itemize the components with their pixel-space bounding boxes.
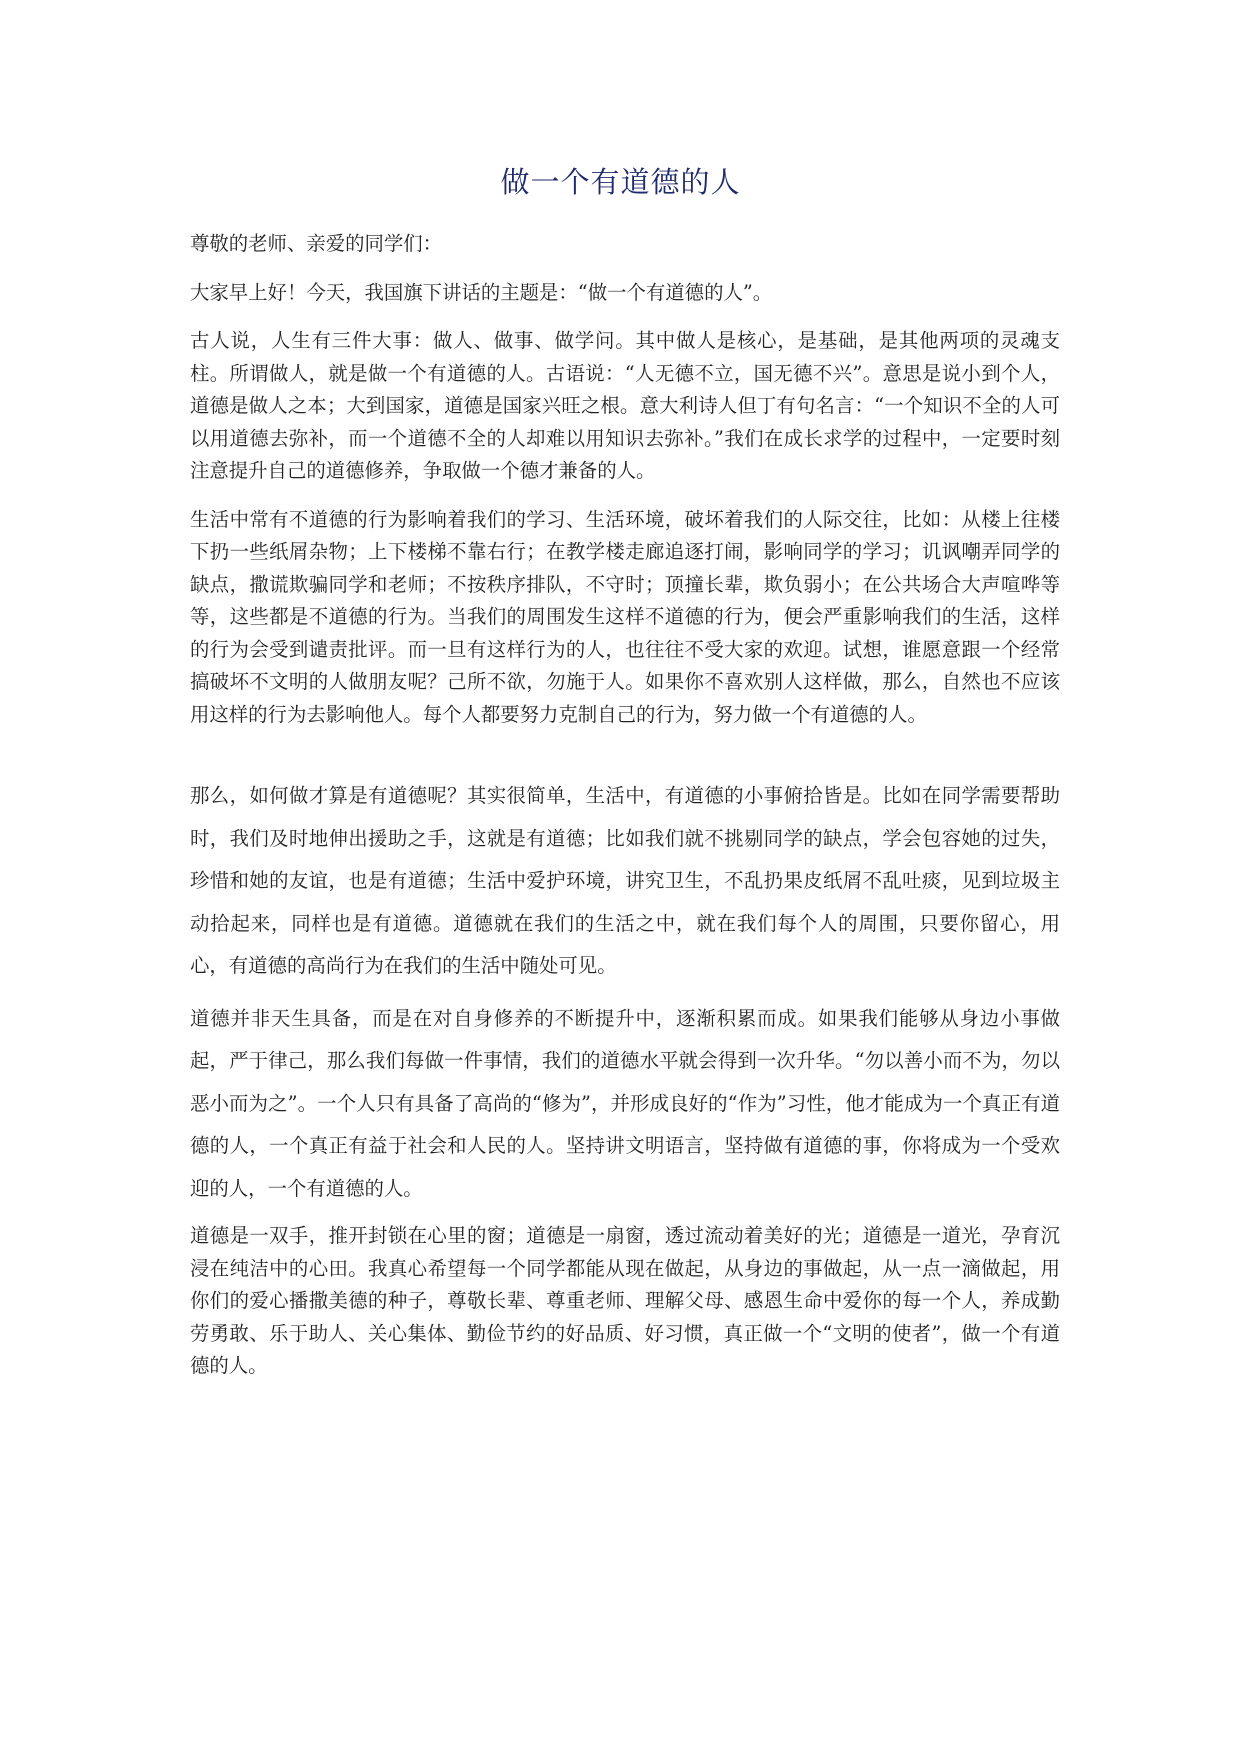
body-paragraph: 古人说，人生有三件大事：做人、做事、做学问。其中做人是核心，是基础，是其他两项的灵魂支柱。所谓做人，就是做一个有道德的人。古语说：“人无德不立，国无德不兴”。意思是说小到个人，道德是做人之本；大到国家，道德是国家兴旺之根。意大利诗人但丁有句名言：“一个知识不全的人可以用道德去弥补，而一个道德不全的人却难以用知识去弥补。”我们在成长求学的过程中，一定要时刻注意提升自己的道德修养，争取做一个德才兼备的人。 <box>190 329 1060 482</box>
closing-paragraph: 道德是一双手，推开封锁在心里的窗；道德是一扇窗，透过流动着美好的光；道德是一道光，孕育沉浸在纯洁中的心田。我真心希望每一个同学都能从现在做起，从身边的事做起，从一点一滴做起，用你们的爱心播撒美德的种子，尊敬长辈、尊重老师、理解父母、感恩生命中爱你的每一个人，养成勤劳勇敢、乐于助人、关心集体、勤俭节约的好品质、好习惯，真正做一个“文明的使者”，做一个有道德的人。 <box>190 1224 1060 1377</box>
body-paragraph: 生活中常有不道德的行为影响着我们的学习、生活环境，破坏着我们的人际交往，比如：从楼上往楼下扔一些纸屑杂物；上下楼梯不靠右行；在教学楼走廊追逐打闹，影响同学的学习；讥讽嘲弄同学的缺点，撒谎欺骗同学和老师；不按秩序排队，不守时；顶撞长辈，欺负弱小；在公共场合大声喧哗等等，这些都是不道德的行为。当我们的周围发生这样不道德的行为，便会严重影响我们的生活，这样的行为会受到谴责批评。而一旦有这样行为的人，也往往不受大家的欢迎。试想，谁愿意跟一个经常搞破坏不文明的人做朋友呢？己所不欲，勿施于人。如果你不喜欢别人这样做，那么，自然也不应该用这样的行为去影响他人。每个人都要努力克制自己的行为，努力做一个有道德的人。 <box>190 507 1060 726</box>
document-title: 做一个有道德的人 <box>500 165 741 199</box>
document-body <box>190 228 1060 1383</box>
intro-paragraph: 大家早上好！今天，我国旗下讲话的主题是：“做一个有道德的人”。 <box>190 280 773 304</box>
greeting-paragraph: 尊敬的老师、亲爱的同学们： <box>190 232 443 255</box>
body-paragraph: 道德并非天生具备，而是在对自身修养的不断提升中，逐渐积累而成。如果我们能够从身边小事做起，严于律己，那么我们每做一件事情，我们的道德水平就会得到一次升华。“勿以善小而不为，勿以恶小而为之”。一个人只有具备了高尚的“修为”，并形成良好的“作为”习性，他才能成为一个真正有道德的人，一个真正有益于社会和人民的人。坚持讲文明语言，坚持做有道德的事，你将成为一个受欢迎的人，一个有道德的人。 <box>190 1006 1060 1200</box>
body-paragraph: 那么，如何做才算是有道德呢？其实很简单，生活中，有道德的小事俯拾皆是。比如在同学需要帮助时，我们及时地伸出援助之手，这就是有道德；比如我们就不挑剔同学的缺点，学会包容她的过失，珍惜和她的友谊，也是有道德；生活中爱护环境，讲究卫生，不乱扔果皮纸屑不乱吐痰，见到垃圾主动拾起来，同样也是有道德。道德就在我们的生活之中，就在我们每个人的周围，只要你留心，用心，有道德的高尚行为在我们的生活中随处可见。 <box>190 784 1060 977</box>
